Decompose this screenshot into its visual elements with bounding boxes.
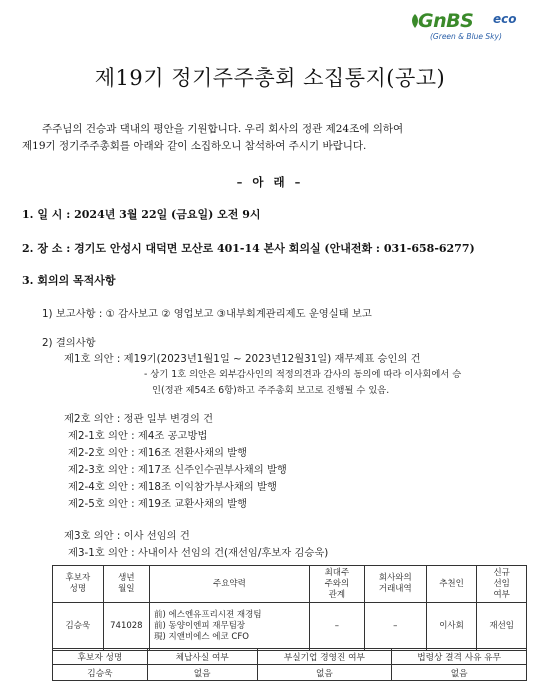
- career-line: 前) 동양이엔피 재무팀장: [154, 621, 246, 631]
- agenda-2-1: 제2-1호 의안 : 제4조 공고방법: [68, 430, 208, 442]
- header-recommender-text: 추천인: [439, 578, 464, 589]
- resolution-heading: 2) 결의사항: [42, 337, 96, 349]
- header-career-text: 주요약력: [212, 578, 246, 589]
- agenda-2-4: 제2-4호 의안 : 제18조 이익참가부사채의 발행: [68, 481, 277, 493]
- agenda-1-note: - 상기 1호 의안은 외부감사인의 적정의견과 감사의 동의에 따라 이사회에서 승: [144, 369, 462, 380]
- header-recommender: [426, 566, 477, 603]
- header-relation: [309, 566, 364, 603]
- page-title: 제19기 정기주주총회 소집통지(공고): [94, 66, 446, 90]
- candidate-status-table: [52, 648, 527, 681]
- logo-eco: eco: [493, 12, 517, 26]
- agenda-2: 제2호 의안 : 정관 일부 변경의 건: [64, 413, 214, 425]
- table-header-row: [53, 649, 527, 665]
- section-divider-heading: – 아 래 –: [236, 175, 304, 189]
- career-line: 前) 에스엔유프리시젼 재경팀: [154, 610, 262, 620]
- meeting-date: 1. 일 시 : 2024년 3월 22일 (금요일) 오전 9시: [22, 208, 261, 221]
- header-birth-text: 생년 월일: [118, 573, 135, 594]
- status-name: 김승욱: [53, 665, 148, 681]
- company-logo: [410, 10, 528, 44]
- candidate-transactions: –: [364, 603, 426, 651]
- candidate-name: 김승욱: [53, 603, 104, 651]
- career-line: 現) 지앤비에스 에코 CFO: [154, 632, 249, 642]
- status-disqualification: 없음: [392, 665, 527, 681]
- agenda-2-2: 제2-2호 의안 : 제16조 전환사채의 발행: [68, 447, 248, 459]
- agenda-2-5: 제2-5호 의안 : 제19조 교환사채의 발행: [68, 498, 248, 510]
- header-transactions: [364, 566, 426, 603]
- status-tax-arrears: 없음: [147, 665, 257, 681]
- header-name-text: 후보자 성명: [65, 573, 91, 594]
- meeting-purpose-heading: 3. 회의의 목적사항: [22, 274, 116, 287]
- agenda-3: 제3호 의안 : 이사 선임의 건: [64, 530, 190, 542]
- header-career: [150, 566, 310, 603]
- meeting-place: 2. 장 소 : 경기도 안성시 대덕면 모산로 401-14 본사 회의실 (안내전화 : 031-658-6277): [22, 242, 475, 255]
- candidate-birth: 741028: [103, 603, 149, 651]
- agenda-1: 제1호 의안 : 제19기(2023년1월1일 ~ 2023년12월31일) 재무제표 승인의 건: [64, 353, 421, 365]
- agenda-2-3: 제2-3호 의안 : 제17조 신주인수권부사채의 발행: [68, 464, 287, 476]
- header-insolvent-management: 부실기업 경영진 여부: [257, 649, 392, 665]
- candidate-new-or-re: 재선임: [477, 603, 527, 651]
- logo-tagline: (Green & Blue Sky): [430, 32, 502, 41]
- report-items: 1) 보고사항 : ① 감사보고 ② 영업보고 ③내부회계관리제도 운영실태 보고: [42, 308, 372, 320]
- header-tax-arrears: 체납사실 여부: [147, 649, 257, 665]
- header-disqualification: 법령상 결격 사유 유무: [392, 649, 527, 665]
- header-candidate-name: 후보자 성명: [53, 649, 148, 665]
- agenda-1-note-cont: 인(정관 제54조 6항)하고 주주총회 보고로 진행될 수 있음.: [152, 385, 390, 396]
- logo-brand: GnBS: [418, 10, 474, 32]
- table-row: [53, 603, 527, 651]
- header-name: [53, 566, 104, 603]
- greeting-line-2: 제19기 정기주주총회를 아래와 같이 소집하오니 참석하여 주시기 바랍니다.: [22, 140, 367, 152]
- header-birth: [103, 566, 149, 603]
- candidate-career: [150, 603, 310, 651]
- header-relation-text: 최대주 주와의 관계: [324, 567, 350, 600]
- status-insolvent-management: 없음: [257, 665, 392, 681]
- header-transactions-text: 회사와의 거래내역: [378, 573, 412, 594]
- candidate-recommender: 이사회: [426, 603, 477, 651]
- table-row: [53, 665, 527, 681]
- header-new-or-re: [477, 566, 527, 603]
- table-header-row: [53, 566, 527, 603]
- header-new-or-re-text: 신규 선임 여부: [493, 567, 510, 600]
- agenda-3-1: 제3-1호 의안 : 사내이사 선임의 건(재선임/후보자 김승욱): [68, 547, 329, 559]
- greeting-line-1: 주주님의 건승과 댁내의 평안을 기원합니다. 우리 회사의 정관 제24조에 의하여: [42, 123, 404, 135]
- candidate-relation: –: [309, 603, 364, 651]
- candidate-table: [52, 565, 527, 651]
